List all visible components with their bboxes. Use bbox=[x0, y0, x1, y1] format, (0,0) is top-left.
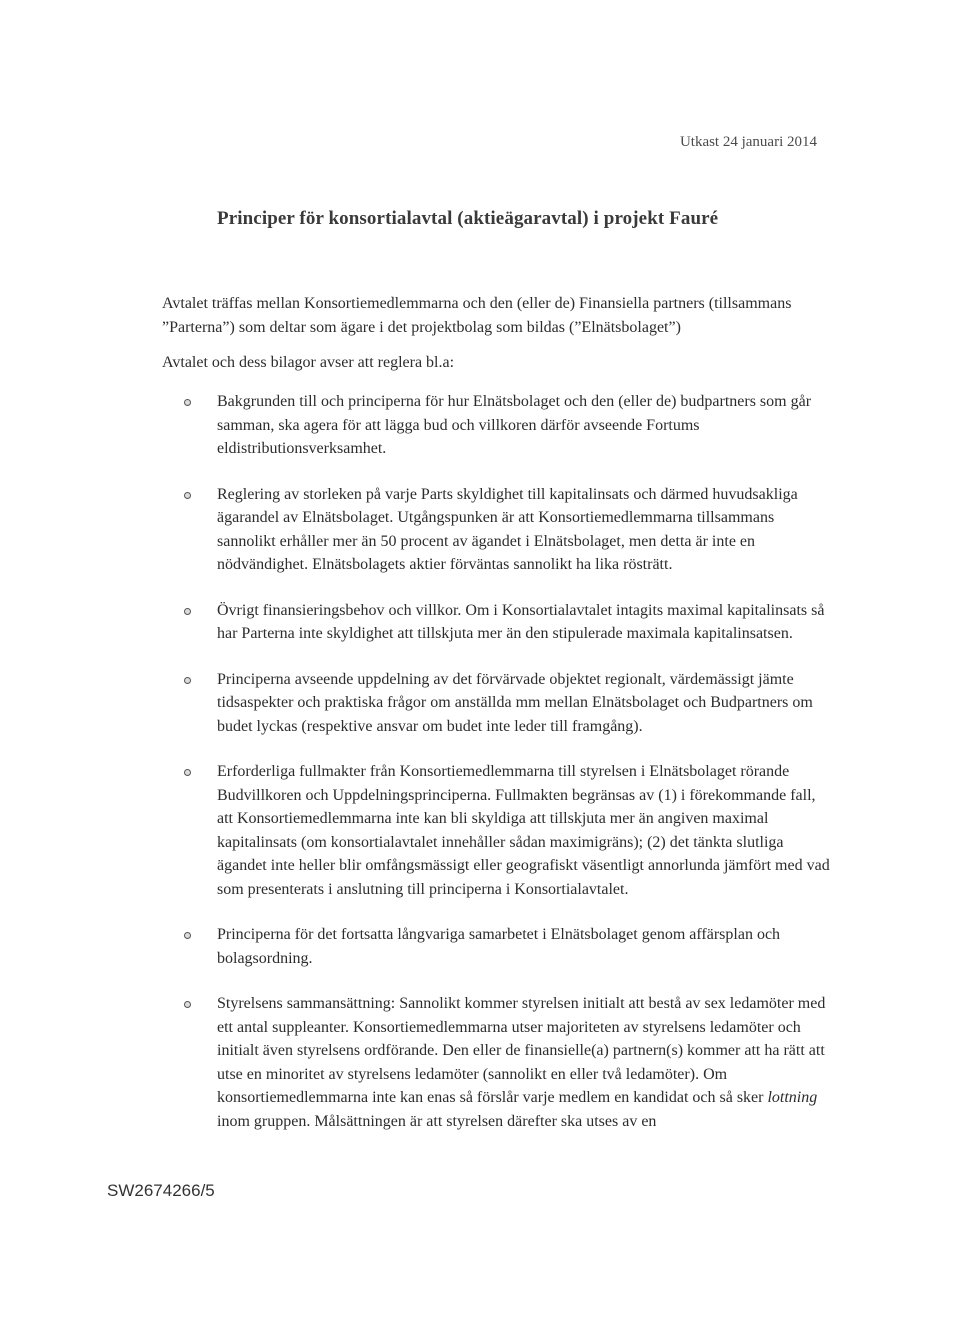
principles-list bbox=[162, 390, 832, 1133]
board-text-italic: lottning bbox=[767, 1089, 818, 1106]
list-item-text bbox=[217, 995, 825, 1130]
list-item bbox=[162, 599, 832, 646]
list-item bbox=[162, 668, 832, 739]
bullet-icon bbox=[184, 677, 191, 684]
board-text-start: Styrelsens sammansättning: Sannolikt kommer styrelsen initialt att bestå av sex ledamöter med ett antal suppleanter. Konsortiemedlemmarna utser majoriteten av styrelsens ledamöter och initialt även styrelsens ordförande. Den eller de finansielle(a) partnern(s) kommer att ha rätt att utse en minoritet av styrelsens ledamöter (sannolikt en eller två ledamöter). Om konsortiemedlemmarna inte kan enas så förslår varje medlem en kandidat och så sker bbox=[217, 995, 826, 1106]
document-title: Principer för konsortialavtal (aktieägaravtal) i projekt Fauré bbox=[217, 208, 719, 229]
board-text-end: inom gruppen. Målsättningen är att styrelsen därefter ska utses av en bbox=[217, 1112, 657, 1130]
bullet-icon bbox=[184, 769, 191, 776]
list-item-text: Principerna avseende uppdelning av det förvärvade objektet regionalt, värdemässigt jämte tidsaspekter och praktiska frågor om anställda mm mellan Elnätsbolaget och Budpartners om budet lyckas (respektive ansvar om budet inte leder till framgång). bbox=[217, 670, 813, 735]
bullet-icon bbox=[184, 399, 191, 406]
list-item bbox=[162, 923, 832, 970]
list-item-text: Erforderliga fullmakter från Konsortiemedlemmarna till styrelsen i Elnätsbolaget rörande Budvillkoren och Uppdelningsprinciperna. Fullmakten begränsas av (1) i förekommande fall, att Konsortiemedlemmarna inte kan bli skyldiga att tillskjuta mer än angiven maximal kapitalinsats (om konsortialavtalet innehåller sådan maximigräns); (2) det tänkta slutliga ägandet inte heller blir omfångsmässigt eller geografiskt väsentligt annorlunda jämfört med vad som presenterats i anslutning till principerna i Konsortialavtalet. bbox=[217, 763, 830, 898]
list-item-text: Övrigt finansieringsbehov och villkor. Om i Konsortialavtalet intagits maximal kapitalinsats så har Parterna inte skyldighet att tillskjuta mer än den stipulerade maximala kapitalinsatsen. bbox=[217, 601, 825, 642]
list-item bbox=[162, 483, 832, 577]
list-item bbox=[162, 760, 832, 901]
list-item bbox=[162, 390, 832, 461]
list-item-text: Bakgrunden till och principerna för hur Elnätsbolaget och den (eller de) budpartners som går samman, ska agera för att lägga bud och villkoren därför avseende Fortums eldistributionsverksamhet. bbox=[217, 393, 812, 457]
intro-paragraph-parties: Avtalet träffas mellan Konsortiemedlemmarna och den (eller de) Finansiella partners (tillsammans ”Parterna”) som deltar som ägare i det projektbolag som bildas (”Elnätsbolaget”) bbox=[162, 295, 792, 336]
bullet-icon bbox=[184, 608, 191, 615]
bullet-icon bbox=[184, 1001, 191, 1008]
list-item-text: Principerna för det fortsatta långvariga samarbetet i Elnätsbolaget genom affärsplan och bolagsordning. bbox=[217, 926, 781, 967]
list-item bbox=[162, 992, 832, 1133]
intro-paragraph-scope: Avtalet och dess bilagor avser att reglera bl.a: bbox=[162, 354, 455, 371]
bullet-icon bbox=[184, 932, 191, 939]
document-id: SW2674266/5 bbox=[107, 1181, 215, 1200]
list-item-text: Reglering av storleken på varje Parts skyldighet till kapitalinsats och därmed huvudsakliga ägarandel av Elnätsbolaget. Utgångspunken är att Konsortiemedlemmarna tillsammans sannolikt erhåller mer än 50 procent av ägandet i Elnätsbolaget, men detta är inte en nödvändighet. Elnätsbolagets aktier förväntas sannolikt ha lika rösträtt. bbox=[217, 485, 798, 573]
draft-date: Utkast 24 januari 2014 bbox=[679, 134, 817, 150]
bullet-icon bbox=[184, 492, 191, 499]
